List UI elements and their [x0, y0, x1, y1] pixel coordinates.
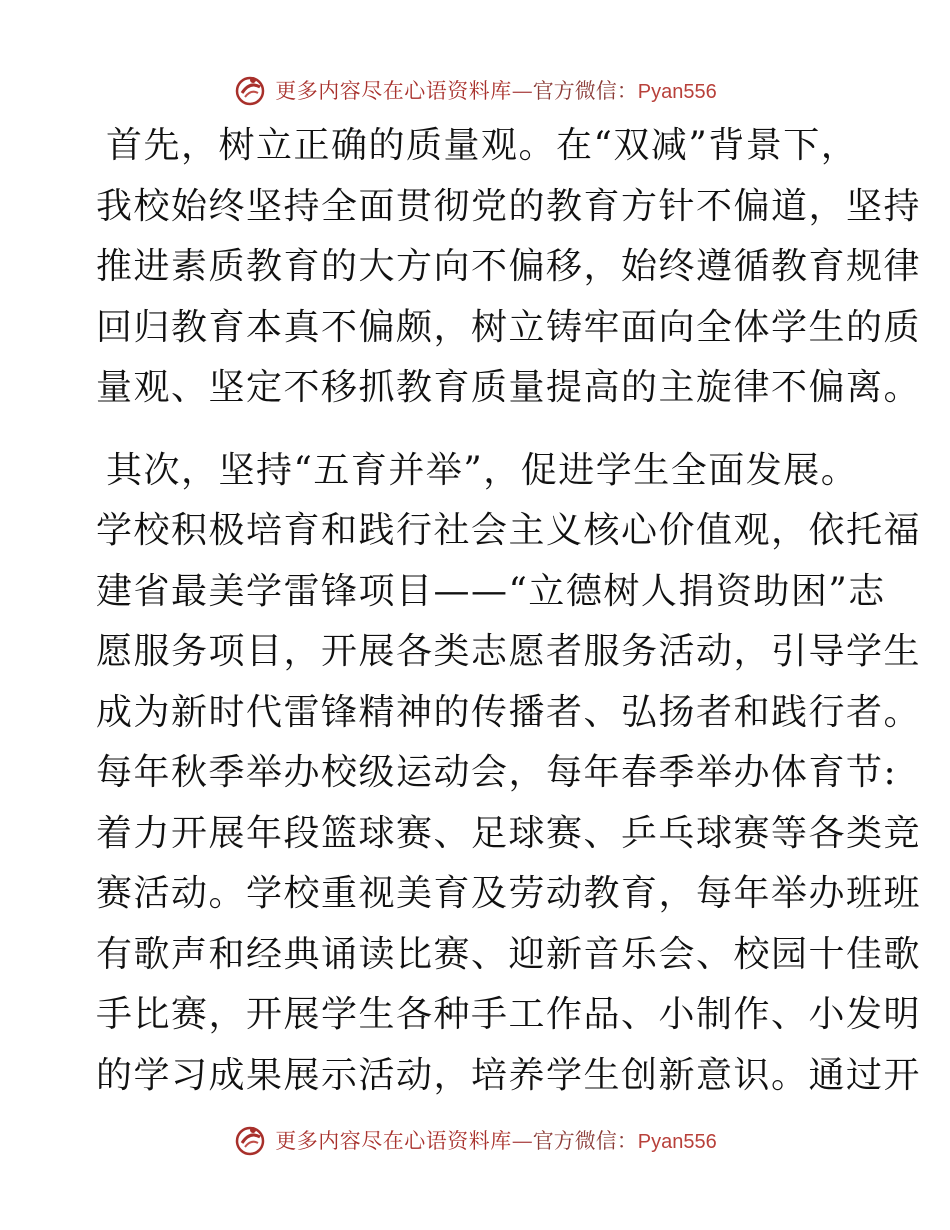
paragraph-line: 学校积极培育和践行社会主义核心价值观，依托福 — [96, 510, 922, 551]
footer-watermark-banner — [0, 1120, 950, 1160]
paragraph-line: 愿服务项目，开展各类志愿者服务活动，引导学生 — [96, 631, 922, 672]
paragraph-line: 着力开展年段篮球赛、足球赛、乒乓球赛等各类竞 — [96, 812, 922, 854]
paragraph-line: 有歌声和经典诵读比赛、迎新音乐会、校园十佳歌 — [96, 933, 922, 975]
banner-separator: — — [511, 79, 533, 103]
paragraph-line: 推进素质教育的大方向不偏移，始终遵循教育规律 — [96, 246, 922, 287]
paragraph-line: 建省最美学雷锋项目——“立德树人捐资助困”志 — [96, 570, 886, 612]
paragraph-line: 其次，坚持“五育并举”，促进学生全面发展。 — [106, 449, 859, 491]
header-watermark-banner — [0, 70, 950, 110]
paragraph-line: 我校始终坚持全面贯彻党的教育方针不偏道，坚持 — [96, 185, 922, 227]
paragraph-five-education — [96, 441, 922, 1107]
banner-wechat-label: 官方微信： — [532, 79, 638, 103]
paragraph-quality-view — [96, 116, 922, 419]
paragraph-line: 量观、坚定不移抓教育质量提高的主旋律不偏离。 — [96, 367, 922, 408]
book-logo-icon — [233, 1123, 267, 1157]
book-logo-icon — [233, 73, 267, 107]
document-body — [96, 116, 922, 1106]
paragraph-line: 回归教育本真不偏颇，树立铸牢面向全体学生的质 — [96, 306, 922, 348]
paragraph-line: 每年秋季举办校级运动会，每年春季举办体育节: — [96, 752, 898, 793]
banner-main-text: 更多内容尽在心语资料库 — [275, 79, 512, 103]
banner-wechat-id: Pyan556 — [637, 81, 717, 103]
banner-separator: — — [511, 1129, 533, 1153]
paragraph-line: 成为新时代雷锋精神的传播者、弘扬者和践行者。 — [96, 691, 922, 733]
paragraph-line: 的学习成果展示活动，培养学生创新意识。通过开 — [96, 1054, 922, 1096]
paragraph-line: 手比赛，开展学生各种手工作品、小制作、小发明 — [96, 994, 922, 1035]
paragraph-line: 首先，树立正确的质量观。在“双减”背景下， — [106, 125, 859, 166]
banner-wechat-id: Pyan556 — [637, 1131, 717, 1153]
banner-main-text: 更多内容尽在心语资料库 — [275, 1129, 512, 1153]
paragraph-line: 赛活动。学校重视美育及劳动教育，每年举办班班 — [96, 873, 922, 914]
banner-wechat-label: 官方微信： — [532, 1129, 638, 1153]
